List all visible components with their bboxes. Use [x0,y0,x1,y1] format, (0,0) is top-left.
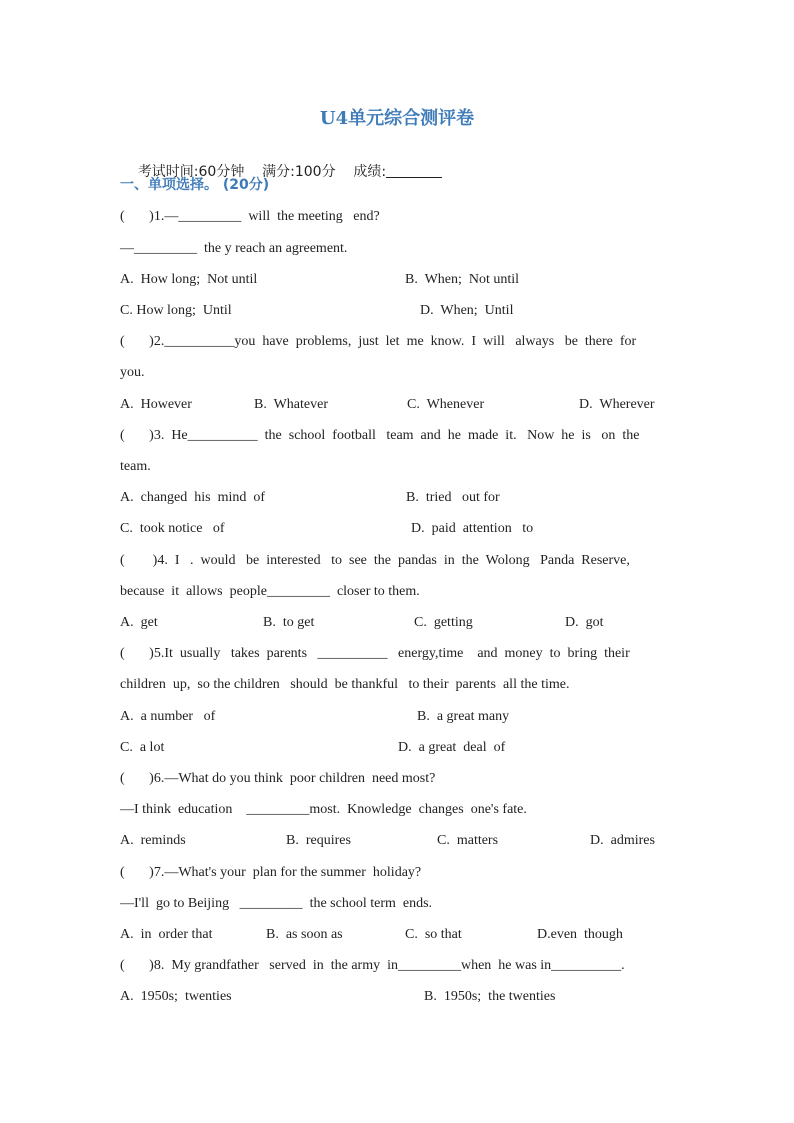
q2-line2: you. [120,365,145,380]
q1-stem: ( )1.—_________ will the meeting end? [120,209,380,224]
q2-option-b: B. Whatever [254,397,328,412]
q1-option-b: B. When; Not until [405,272,520,287]
full-score: 满分:100分 [262,164,336,180]
q6-option-a: A. reminds [120,833,186,848]
q3-line2: team. [120,459,151,474]
q5-option-d: D. a great deal of [398,740,506,755]
q8-stem: ( )8. My grandfather served in the army in_________when he was in__________. [120,958,625,973]
grade-label: 成绩: [353,164,387,180]
q6-line2: —I think education _________most. Knowledge changes one's fate. [120,802,527,817]
q4-option-d: D. got [565,615,604,630]
q4-option-a: A. get [120,615,158,630]
q8-option-a: A. 1950s; twenties [120,989,232,1004]
q5-option-a: A. a number of [120,709,216,724]
q3-option-b: B. tried out for [406,490,500,505]
q4-line2: because it allows people_________ closer to them. [120,584,420,599]
q5-stem: ( )5.It usually takes parents __________ energy,time and money to bring their [120,646,630,661]
q1-line2: —_________ the y reach an agreement. [120,241,348,256]
q6-option-b: B. requires [286,833,351,848]
q5-line2: children up, so the children should be thankful to their parents all the time. [120,677,570,692]
q3-option-c: C. took notice of [120,521,225,536]
q7-stem: ( )7.—What's your plan for the summer holiday? [120,865,422,880]
exam-title: U4单元综合测评卷 [319,108,475,129]
q7-option-b: B. as soon as [266,927,343,942]
q1-option-c: C. How long; Until [120,303,232,318]
q2-stem: ( )2.__________you have problems, just let me know. I will always be there for [120,334,637,349]
q6-stem: ( )6.—What do you think poor children need most? [120,771,436,786]
exam-time: 考试时间:60分钟 [137,164,245,180]
q3-stem: ( )3. He__________ the school football team and he made it. Now he is on the [120,428,640,443]
q2-option-d: D. Wherever [579,397,655,412]
q1-option-a: A. How long; Not until [120,272,258,287]
q5-option-c: C. a lot [120,740,165,755]
q5-option-b: B. a great many [417,709,510,724]
q8-option-b: B. 1950s; the twenties [424,989,556,1004]
q4-stem: ( )4. I . would be interested to see the pandas in the Wolong Panda Reserve, [120,553,630,568]
q6-option-d: D. admires [590,833,655,848]
q3-option-a: A. changed his mind of [120,490,266,505]
q3-option-d: D. paid attention to [411,521,534,536]
q2-option-a: A. However [120,397,192,412]
q1-option-d: D. When; Until [420,303,514,318]
q7-option-a: A. in order that [120,927,213,942]
section-heading: 一、单项选择。 (20分) [120,177,270,193]
q6-option-c: C. matters [437,833,499,848]
q4-option-c: C. getting [414,615,473,630]
q2-option-c: C. Whenever [407,397,485,412]
q7-option-c: C. so that [405,927,462,942]
q4-option-b: B. to get [263,615,315,630]
q7-option-d: D.even though [537,927,623,942]
grade-blank [386,163,442,178]
q7-line2: —I'll go to Beijing _________ the school term ends. [120,896,433,911]
